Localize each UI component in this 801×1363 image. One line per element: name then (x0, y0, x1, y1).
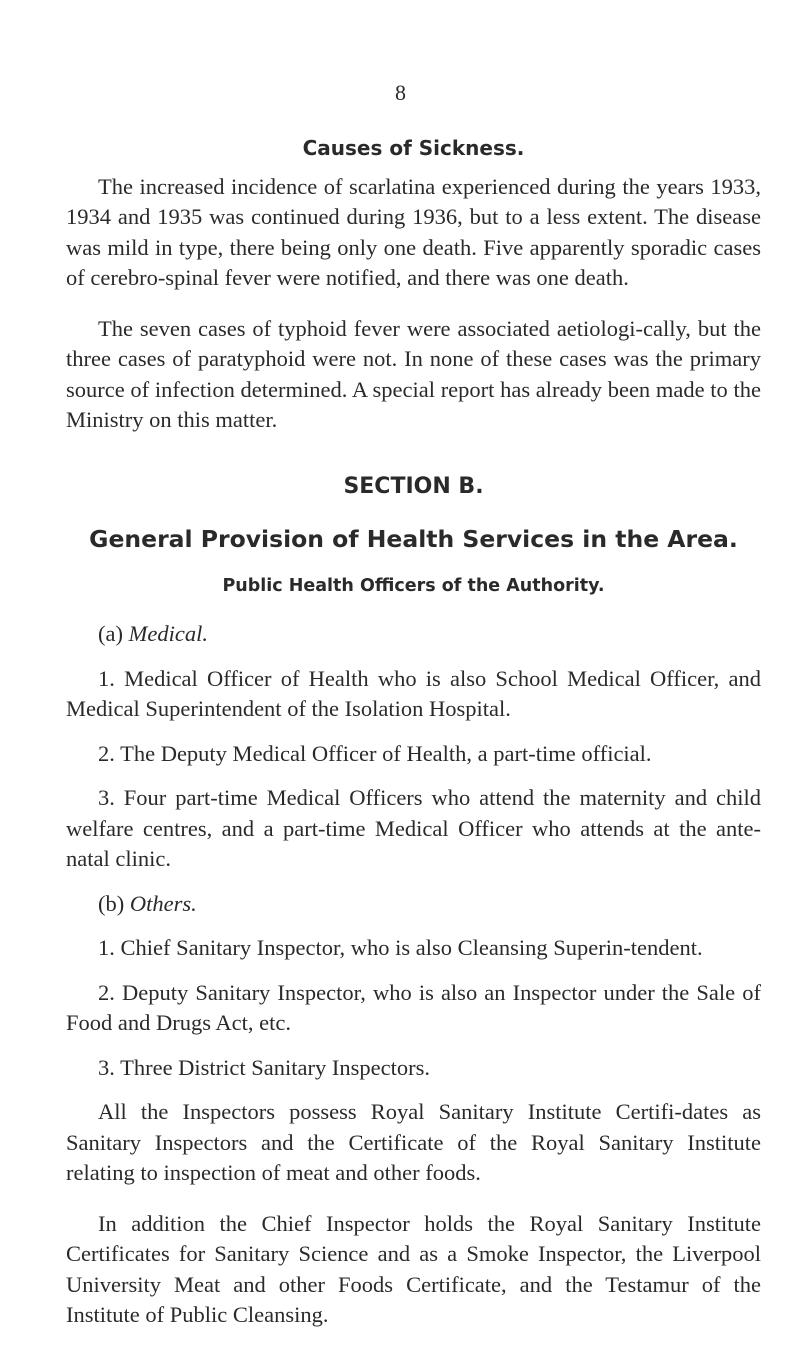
causes-of-sickness-heading: Causes of Sickness. (302, 136, 525, 160)
others-item: 3. Three District Sanitary Inspectors. (98, 1054, 430, 1080)
medical-marker: (a) (98, 621, 123, 646)
others-item: 2. Deputy Sanitary Inspector, who is also an Inspector under the Sale of Food and Drugs Act, etc. (66, 979, 761, 1035)
medical-item: 2. The Deputy Medical Officer of Health, a part-time official. (98, 740, 652, 766)
others-item: 1. Chief Sanitary Inspector, who is also Cleansing Superin-tendent. (98, 935, 703, 960)
others-subheading (66, 889, 761, 920)
medical-label: Medical. (128, 621, 208, 646)
chief-inspector-paragraph: In addition the Chief Inspector holds the Royal Sanitary Institute Certificates for Sanitary Science and as a Smoke Inspector, the Liverpool University Meat and other Foods Certificate, and the Testamur of the Institute of Public Cleansing. (66, 1210, 761, 1327)
document-body (66, 133, 761, 1331)
public-health-officers-heading: Public Health Officers of the Authority. (222, 575, 605, 596)
others-label: Others. (129, 890, 197, 916)
inspectors-certificates-paragraph: All the Inspectors possess Royal Sanitary Institute Certifi-dates as Sanitary Inspectors and the Certificate of the Royal Sanitary Institute relating to inspection of meat and other foods. (66, 1099, 761, 1185)
page-number: 8 (395, 80, 406, 105)
typhoid-paragraph: The seven cases of typhoid fever were associated aetiologi-cally, but the three cases of paratyphoid were not. In none of these cases was the primary source of infection determined. A special report has already been made to the Ministry on this matter. (66, 315, 761, 432)
section-b-heading: SECTION B. (343, 473, 484, 499)
general-provision-heading: General Provision of Health Services in the Area. (89, 525, 738, 553)
medical-item: 3. Four part-time Medical Officers who attend the maternity and child welfare centres, and a part-time Medical Officer who attends at the ante-natal clinic. (66, 785, 761, 871)
others-marker: (b) (98, 890, 125, 916)
medical-item: 1. Medical Officer of Health who is also School Medical Officer, and Medical Superintendent of the Isolation Hospital. (66, 665, 761, 721)
scarlatina-paragraph: The increased incidence of scarlatina experienced during the years 1933, 1934 and 1935 was continued during 1936, but to a less extent. The disease was mild in type, there being only one death. Five apparently sporadic cases of cerebro-spinal fever were notified, and there was one death. (66, 173, 761, 290)
medical-subheading (66, 619, 761, 650)
